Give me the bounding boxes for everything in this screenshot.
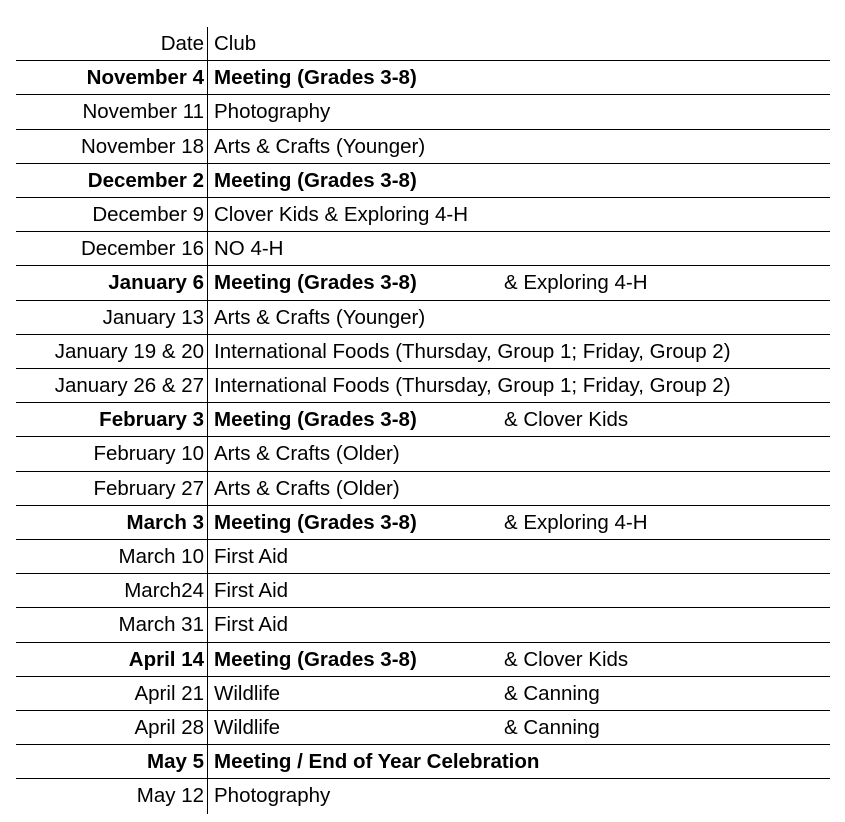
row-date: February 10 (93, 442, 204, 466)
row-date: January 19 & 20 (54, 339, 204, 363)
row-club: Meeting (Grades 3-8) (214, 647, 417, 671)
row-club-extra: & Clover Kids (504, 408, 629, 432)
row-date: March 3 (126, 510, 204, 534)
table-row (16, 437, 830, 471)
table-row (16, 608, 830, 642)
table-row (16, 643, 830, 677)
row-club: Arts & Crafts (Younger) (214, 305, 426, 329)
row-club: Wildlife (214, 716, 281, 739)
row-date: November 4 (86, 66, 204, 90)
row-club: First Aid (214, 545, 289, 568)
row-date: January 26 & 27 (54, 374, 204, 397)
row-club: Meeting (Grades 3-8) (214, 408, 417, 432)
row-club-extra: & Canning (504, 716, 600, 739)
row-date: May 12 (136, 784, 204, 808)
row-date: December 16 (80, 237, 204, 261)
row-date: March 31 (118, 613, 204, 637)
table-row (16, 540, 830, 574)
table-row (16, 130, 830, 164)
row-date: March 10 (118, 545, 204, 568)
row-club-extra: & Exploring 4-H (504, 510, 648, 534)
table-row (16, 198, 830, 232)
row-club: First Aid (214, 579, 289, 603)
row-date: January 6 (108, 271, 204, 295)
row-club: Arts & Crafts (Older) (214, 442, 400, 466)
table-row (16, 403, 830, 437)
row-date: April 28 (134, 716, 204, 739)
table-row (16, 232, 830, 266)
table-row (16, 745, 830, 779)
table-row (16, 301, 830, 335)
row-date: December 9 (92, 203, 204, 226)
row-club: Arts & Crafts (Older) (214, 476, 400, 500)
table-row (16, 677, 830, 711)
row-club: First Aid (214, 613, 289, 637)
table-row (16, 506, 830, 540)
table-row (16, 61, 830, 95)
row-date: November 18 (80, 134, 204, 158)
row-club: Clover Kids & Exploring 4-H (214, 203, 469, 226)
table-row (16, 335, 830, 369)
row-club: International Foods (Thursday, Group 1; Friday, Group 2) (214, 374, 731, 397)
row-club-extra: & Canning (504, 681, 600, 705)
row-date: February 3 (99, 408, 204, 432)
row-club: Meeting (Grades 3-8) (214, 271, 417, 295)
row-club: Photography (214, 100, 331, 124)
row-club: International Foods (Thursday, Group 1; Friday, Group 2) (214, 339, 731, 363)
row-club: Arts & Crafts (Younger) (214, 134, 426, 158)
table-row (16, 369, 830, 403)
row-club: Photography (214, 784, 331, 808)
row-club: Meeting (Grades 3-8) (214, 66, 417, 90)
table-row (16, 711, 830, 745)
row-club: Wildlife (214, 681, 281, 705)
row-date: March24 (124, 579, 204, 603)
row-club: Meeting / End of Year Celebration (214, 750, 540, 774)
row-date: November 11 (82, 100, 204, 124)
row-date: May 5 (147, 750, 204, 774)
club-column-header: Club (214, 32, 257, 55)
row-club-extra: & Clover Kids (504, 647, 629, 671)
row-date: January 13 (102, 305, 204, 329)
table-row (16, 95, 830, 129)
table-row (16, 472, 830, 506)
row-club: NO 4-H (214, 237, 284, 261)
row-club: Meeting (Grades 3-8) (214, 510, 417, 534)
row-date: April 14 (128, 647, 204, 671)
row-club: Meeting (Grades 3-8) (214, 168, 417, 192)
table-row (16, 779, 830, 813)
table-row (16, 266, 830, 300)
header-row (16, 27, 830, 61)
row-date: April 21 (134, 681, 204, 705)
date-column-header: Date (160, 32, 204, 55)
row-date: December 2 (87, 168, 204, 192)
row-date: February 27 (93, 476, 204, 500)
row-club-extra: & Exploring 4-H (504, 271, 648, 295)
table-row (16, 574, 830, 608)
table-row (16, 164, 830, 198)
